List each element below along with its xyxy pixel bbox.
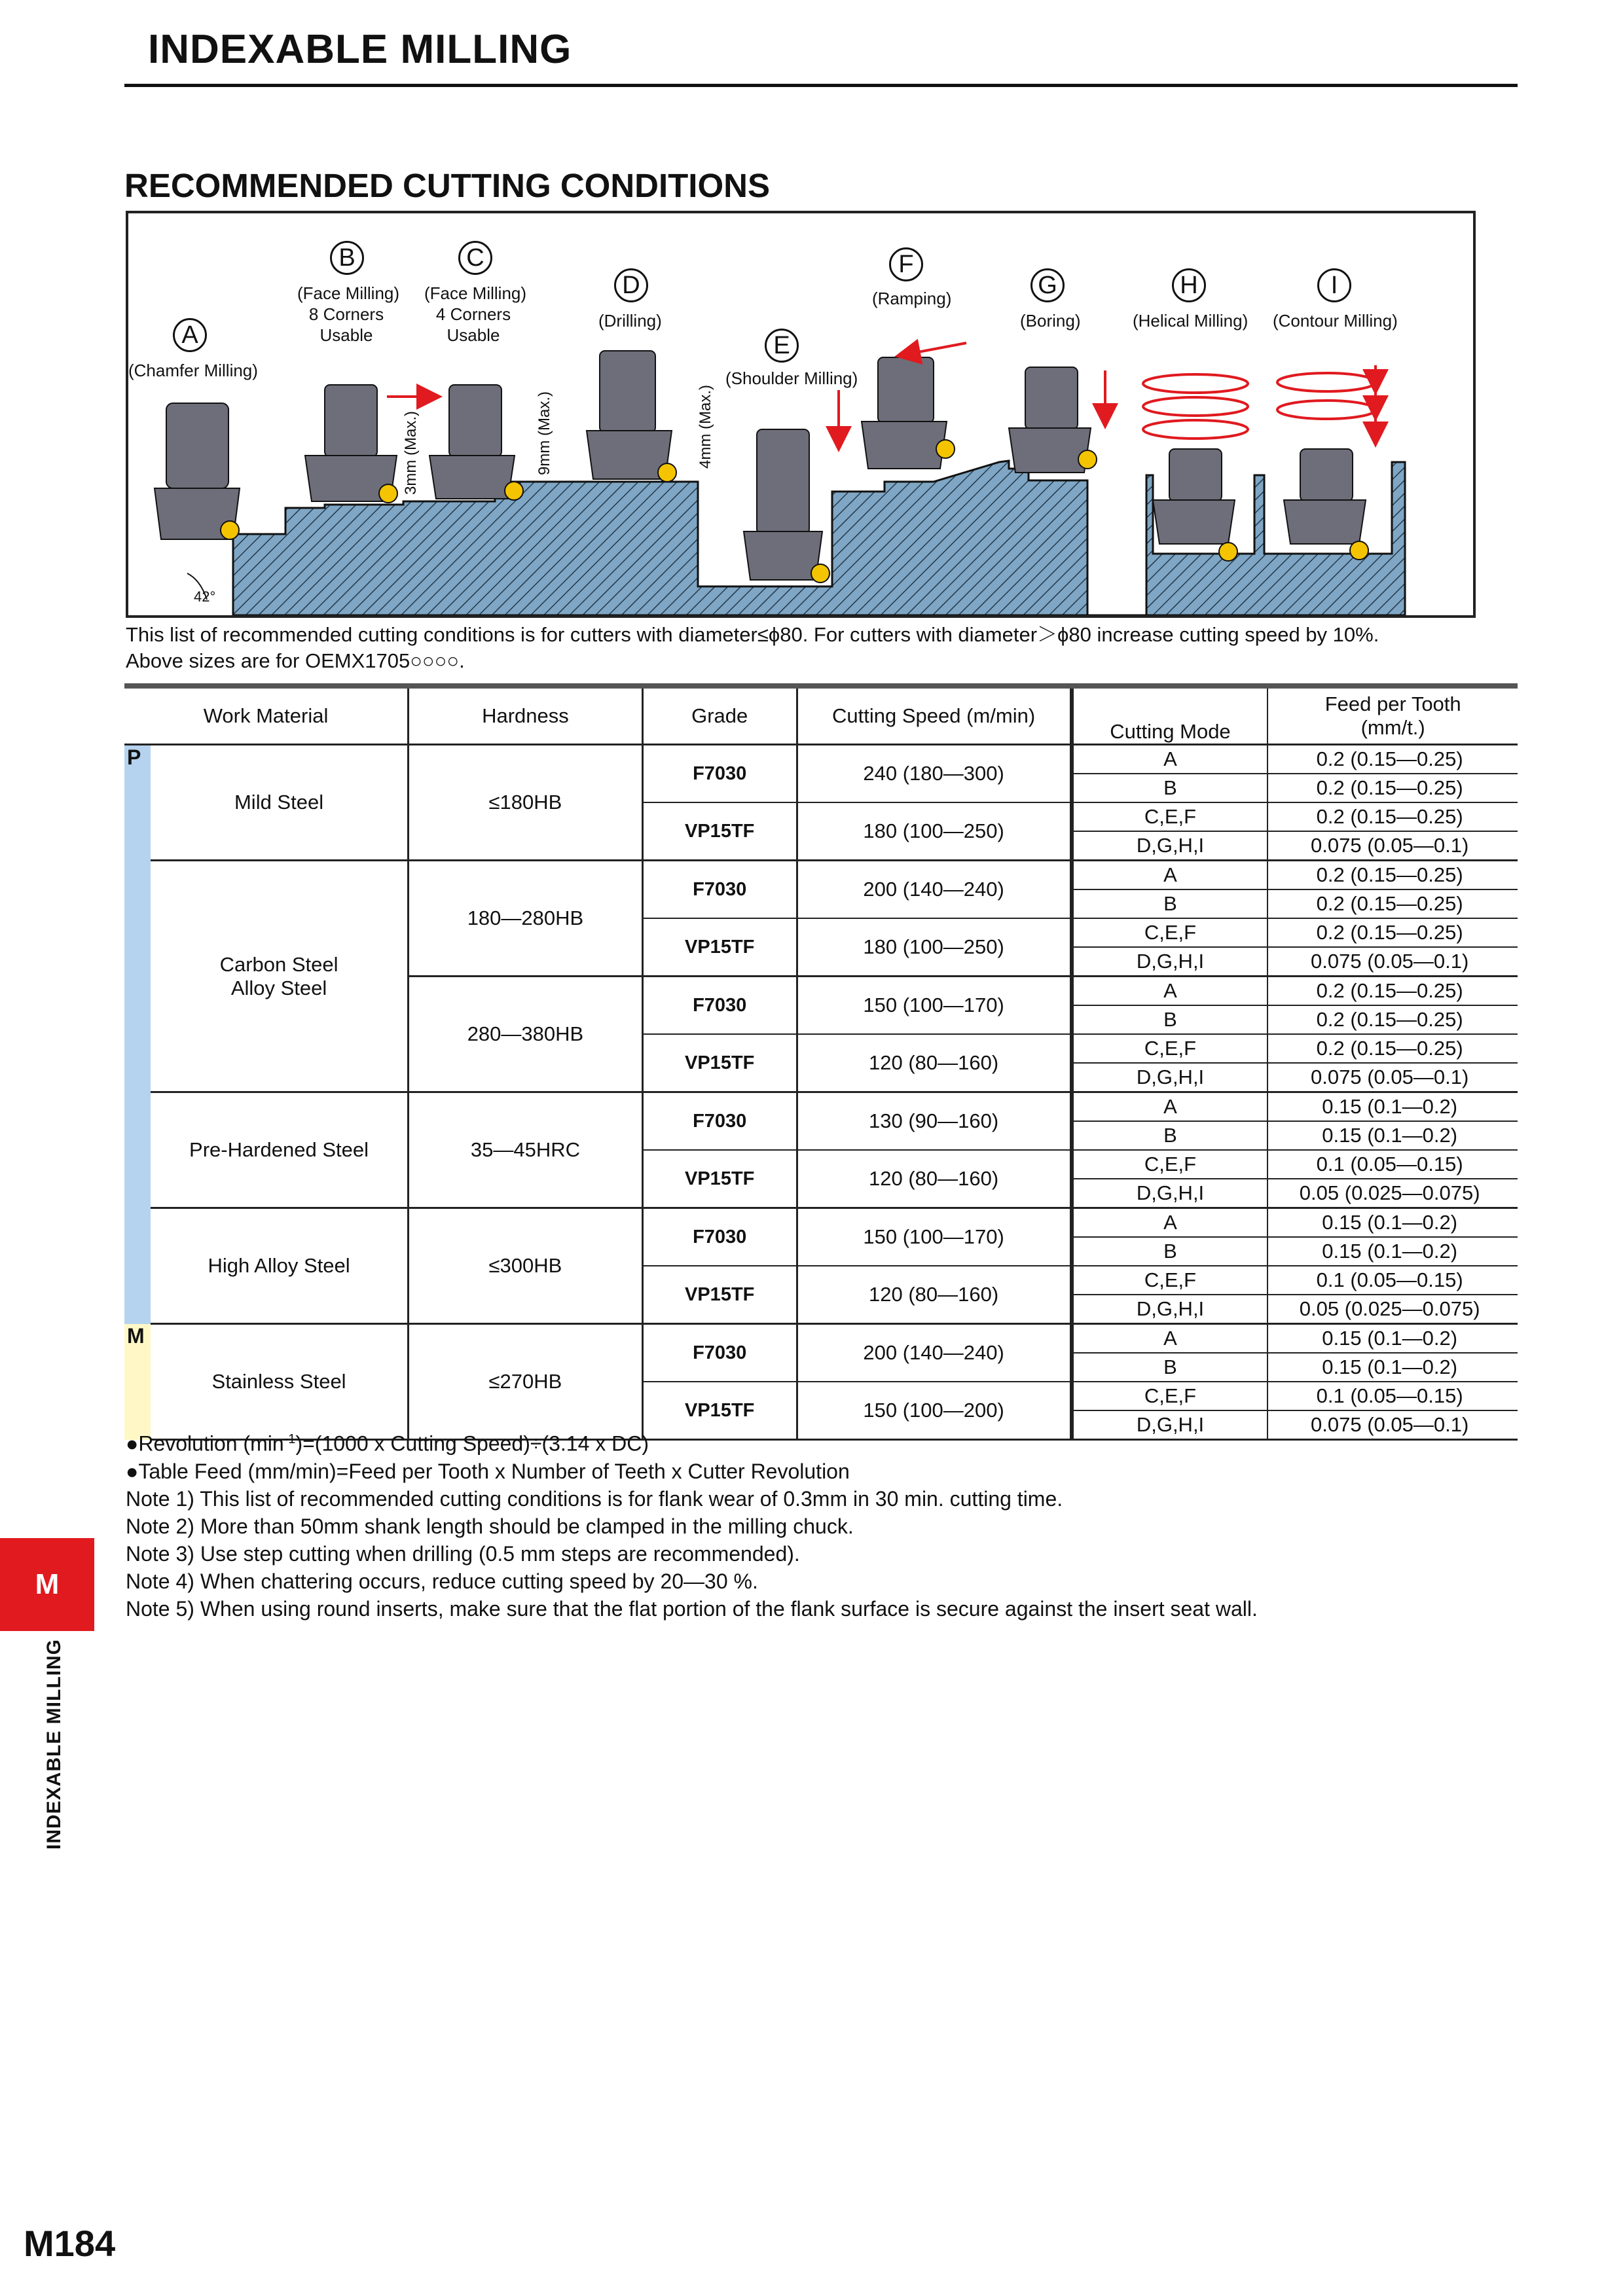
cutting-speed-cell: 130 (90—160) <box>797 1092 1072 1151</box>
feed-per-tooth-cell: 0.2 (0.15—0.25) <box>1267 774 1518 802</box>
feed-per-tooth-cell: 0.15 (0.1—0.2) <box>1267 1324 1518 1354</box>
feed-per-tooth-cell: 0.15 (0.1—0.2) <box>1267 1208 1518 1238</box>
cutting-speed-cell: 150 (100—170) <box>797 977 1072 1035</box>
mode-e-label: (Shoulder Milling) <box>725 368 858 388</box>
cutting-mode-cell: A <box>1072 1208 1268 1238</box>
cutting-mode-cell: B <box>1072 774 1268 802</box>
group-m-label: M <box>124 1324 151 1440</box>
work-material-name: Pre-Hardened Steel <box>189 1138 369 1161</box>
feed-per-tooth-cell: 0.075 (0.05—0.1) <box>1267 1410 1518 1440</box>
cutting-mode-cell: D,G,H,I <box>1072 1410 1268 1440</box>
tool-i <box>1284 449 1368 560</box>
header-feed-line1: Feed per Tooth <box>1324 692 1461 715</box>
mode-a-letter: A <box>173 318 207 352</box>
notes-section <box>126 1426 1258 1623</box>
formula-revolution-sup: -1 <box>283 1432 296 1446</box>
cutting-mode-cell: A <box>1072 1324 1268 1354</box>
hardness-cell: ≤270HB <box>409 1324 643 1440</box>
hardness-cell: 35—45HRC <box>409 1092 643 1208</box>
cutting-speed-cell: 120 (80—160) <box>797 1034 1072 1092</box>
work-material-name: Mild Steel <box>234 791 324 814</box>
tool-h <box>1153 449 1237 561</box>
grade-cell: F7030 <box>642 745 797 803</box>
feed-per-tooth-cell: 0.15 (0.1—0.2) <box>1267 1237 1518 1266</box>
cutting-speed-cell: 120 (80—160) <box>797 1150 1072 1208</box>
feed-per-tooth-cell: 0.05 (0.025—0.075) <box>1267 1179 1518 1208</box>
tool-f <box>862 357 955 469</box>
mode-h-letter: H <box>1172 268 1206 302</box>
cutting-mode-cell: B <box>1072 1353 1268 1382</box>
table-row <box>124 1324 1518 1354</box>
formula-revolution-b: )=(1000 x Cutting Speed)÷(3.14 x DC) <box>295 1431 649 1456</box>
work-material-cell <box>151 1092 409 1208</box>
feed-per-tooth-cell: 0.2 (0.15—0.25) <box>1267 861 1518 890</box>
header-rule <box>124 84 1518 87</box>
note-5: Note 5) When using round inserts, make sure that the flat portion of the flank surface is secure against the insert seat wall. <box>126 1596 1258 1621</box>
feed-per-tooth-cell: 0.075 (0.05—0.1) <box>1267 1063 1518 1092</box>
mode-i-letter: I <box>1317 268 1351 302</box>
feed-per-tooth-cell: 0.2 (0.15—0.25) <box>1267 745 1518 774</box>
cutting-speed-cell: 240 (180—300) <box>797 745 1072 803</box>
mode-c-letter: C <box>458 241 492 275</box>
cutting-mode-cell: C,E,F <box>1072 1150 1268 1179</box>
work-material-name: Carbon Steel <box>219 952 338 976</box>
cutting-mode-cell: C,E,F <box>1072 1034 1268 1063</box>
table-header-row <box>124 686 1518 745</box>
work-material-cell <box>151 1324 409 1440</box>
cutting-mode-cell: A <box>1072 1092 1268 1122</box>
work-material-name: High Alloy Steel <box>208 1254 350 1277</box>
grade-cell: F7030 <box>642 861 797 919</box>
work-material-name: Alloy Steel <box>230 976 327 999</box>
formula-table-feed: ●Table Feed (mm/min)=Feed per Tooth x Number of Teeth x Cutter Revolution <box>126 1459 850 1483</box>
cutting-speed-cell: 120 (80—160) <box>797 1266 1072 1324</box>
mode-i-label: (Contour Milling) <box>1273 311 1398 331</box>
intro-text <box>126 622 1379 674</box>
header-hardness: Hardness <box>409 686 643 745</box>
dim-d-label: 4mm (Max.) <box>697 385 714 469</box>
grade-cell: VP15TF <box>642 1150 797 1208</box>
feed-per-tooth-cell: 0.05 (0.025—0.075) <box>1267 1295 1518 1324</box>
header-feed-per-tooth <box>1267 686 1518 745</box>
header-work-material: Work Material <box>124 686 409 745</box>
cutting-mode-cell: A <box>1072 861 1268 890</box>
feed-per-tooth-cell: 0.2 (0.15—0.25) <box>1267 1034 1518 1063</box>
header-cutting-mode: Cutting Mode <box>1072 686 1268 745</box>
workpiece-illustration <box>128 213 1473 615</box>
tool-g <box>1009 367 1097 473</box>
hardness-cell: 280—380HB <box>409 977 643 1092</box>
mode-e-letter: E <box>765 329 799 363</box>
hardness-cell: 180—280HB <box>409 861 643 977</box>
table-row <box>124 1092 1518 1122</box>
dim-b-label: 3mm (Max.) <box>402 411 420 495</box>
table-body <box>124 745 1518 1440</box>
cutting-mode-cell: D,G,H,I <box>1072 1063 1268 1092</box>
mode-b-label-line2: 8 Corners <box>308 304 384 324</box>
mode-f-label: (Ramping) <box>872 289 952 308</box>
work-material-cell <box>151 1208 409 1324</box>
mode-b-label <box>297 283 400 346</box>
mode-g-letter: G <box>1030 268 1065 302</box>
cutting-speed-cell: 180 (100—250) <box>797 802 1072 861</box>
cutting-mode-cell: D,G,H,I <box>1072 831 1268 861</box>
feed-per-tooth-cell: 0.2 (0.15—0.25) <box>1267 889 1518 918</box>
note-1: Note 1) This list of recommended cutting conditions is for flank wear of 0.3mm in 30 min. cutting time. <box>126 1486 1063 1511</box>
cutting-mode-diagram <box>126 211 1476 618</box>
section-title: RECOMMENDED CUTTING CONDITIONS <box>124 167 770 204</box>
cutting-mode-cell: B <box>1072 1237 1268 1266</box>
mode-b-label-line3: Usable <box>319 325 373 345</box>
feed-per-tooth-cell: 0.2 (0.15—0.25) <box>1267 918 1518 947</box>
dim-c-label: 9mm (Max.) <box>536 391 553 475</box>
grade-cell: F7030 <box>642 977 797 1035</box>
feed-per-tooth-cell: 0.075 (0.05—0.1) <box>1267 831 1518 861</box>
feed-per-tooth-cell: 0.15 (0.1—0.2) <box>1267 1121 1518 1150</box>
mode-b-letter: B <box>330 241 364 275</box>
mode-d-letter: D <box>614 268 648 302</box>
work-material-name: Stainless Steel <box>211 1370 346 1393</box>
note-4: Note 4) When chattering occurs, reduce cutting speed by 20—30 %. <box>126 1569 758 1593</box>
cutting-conditions-table <box>124 683 1518 1441</box>
tool-e <box>744 429 830 583</box>
mode-b-label-line1: (Face Milling) <box>297 283 400 303</box>
mode-h-label: (Helical Milling) <box>1133 311 1249 331</box>
mode-c-label-line2: 4 Corners <box>435 304 511 324</box>
work-material-cell <box>151 861 409 1092</box>
feed-per-tooth-cell: 0.1 (0.05—0.15) <box>1267 1382 1518 1410</box>
cutting-mode-cell: C,E,F <box>1072 1382 1268 1410</box>
cutting-mode-cell: D,G,H,I <box>1072 1179 1268 1208</box>
formula-revolution-a: ●Revolution (min <box>126 1431 284 1456</box>
intro-line2: Above sizes are for OEMX1705○○○○. <box>126 649 465 672</box>
note-3: Note 3) Use step cutting when drilling (0.5 mm steps are recommended). <box>126 1541 800 1566</box>
cutting-mode-cell: D,G,H,I <box>1072 1295 1268 1324</box>
feed-per-tooth-cell: 0.1 (0.05—0.15) <box>1267 1150 1518 1179</box>
feed-per-tooth-cell: 0.1 (0.05—0.15) <box>1267 1266 1518 1295</box>
mode-c-label-line1: (Face Milling) <box>424 283 527 303</box>
cutting-mode-cell: B <box>1072 889 1268 918</box>
formula-revolution <box>126 1426 1258 1458</box>
grade-cell: VP15TF <box>642 1266 797 1324</box>
section-tab-m[interactable]: M <box>0 1538 94 1631</box>
grade-cell: VP15TF <box>642 1382 797 1440</box>
grade-cell: F7030 <box>642 1324 797 1382</box>
mode-d-label: (Drilling) <box>598 311 662 331</box>
cutting-speed-cell: 150 (100—170) <box>797 1208 1072 1266</box>
cutting-mode-cell: C,E,F <box>1072 802 1268 831</box>
cutting-speed-cell: 200 (140—240) <box>797 861 1072 919</box>
header-cutting-speed: Cutting Speed (m/min) <box>797 686 1072 745</box>
cutting-mode-cell: B <box>1072 1121 1268 1150</box>
side-section-label: INDEXABLE MILLING <box>43 1639 65 1850</box>
hardness-cell: ≤300HB <box>409 1208 643 1324</box>
cutting-mode-cell: B <box>1072 1005 1268 1034</box>
cutting-speed-cell: 150 (100—200) <box>797 1382 1072 1440</box>
feed-per-tooth-cell: 0.2 (0.15—0.25) <box>1267 802 1518 831</box>
angle-label: 42° <box>194 588 216 605</box>
feed-per-tooth-cell: 0.15 (0.1—0.2) <box>1267 1092 1518 1122</box>
header-feed-line2: (mm/t.) <box>1360 716 1425 739</box>
cutting-mode-cell: A <box>1072 977 1268 1006</box>
cutting-mode-cell: A <box>1072 745 1268 774</box>
page-number: M184 <box>24 2223 116 2264</box>
grade-cell: VP15TF <box>642 802 797 861</box>
grade-cell: F7030 <box>642 1208 797 1266</box>
feed-per-tooth-cell: 0.075 (0.05—0.1) <box>1267 947 1518 977</box>
grade-cell: VP15TF <box>642 1034 797 1092</box>
intro-line1: This list of recommended cutting conditions is for cutters with diameter≤ϕ80. For cutters with diameter＞ϕ80 increase cutting speed by 10%. <box>126 623 1379 646</box>
mode-g-label: (Boring) <box>1020 311 1081 331</box>
cutting-mode-cell: C,E,F <box>1072 1266 1268 1295</box>
work-material-cell <box>151 745 409 861</box>
group-p-label: P <box>124 745 151 1324</box>
tool-d <box>587 351 676 482</box>
tool-c <box>429 385 523 500</box>
hardness-cell: ≤180HB <box>409 745 643 861</box>
grade-cell: F7030 <box>642 1092 797 1151</box>
table-row <box>124 861 1518 890</box>
tool-a <box>155 403 240 539</box>
grade-cell: VP15TF <box>642 918 797 977</box>
note-2: Note 2) More than 50mm shank length should be clamped in the milling chuck. <box>126 1514 854 1538</box>
cutting-mode-cell: D,G,H,I <box>1072 947 1268 977</box>
mode-c-label-line3: Usable <box>447 325 500 345</box>
cutting-mode-cell: C,E,F <box>1072 918 1268 947</box>
mode-c-label <box>424 283 527 346</box>
table-row <box>124 1208 1518 1238</box>
mode-f-letter: F <box>889 247 923 281</box>
feed-per-tooth-cell: 0.2 (0.15—0.25) <box>1267 1005 1518 1034</box>
header-grade: Grade <box>642 686 797 745</box>
page-header-title: INDEXABLE MILLING <box>148 27 572 72</box>
cutting-speed-cell: 180 (100—250) <box>797 918 1072 977</box>
feed-per-tooth-cell: 0.2 (0.15—0.25) <box>1267 977 1518 1006</box>
feed-per-tooth-cell: 0.15 (0.1—0.2) <box>1267 1353 1518 1382</box>
table-row <box>124 745 1518 774</box>
cutting-speed-cell: 200 (140—240) <box>797 1324 1072 1382</box>
mode-a-label: (Chamfer Milling) <box>128 361 258 380</box>
tool-b <box>305 385 397 503</box>
